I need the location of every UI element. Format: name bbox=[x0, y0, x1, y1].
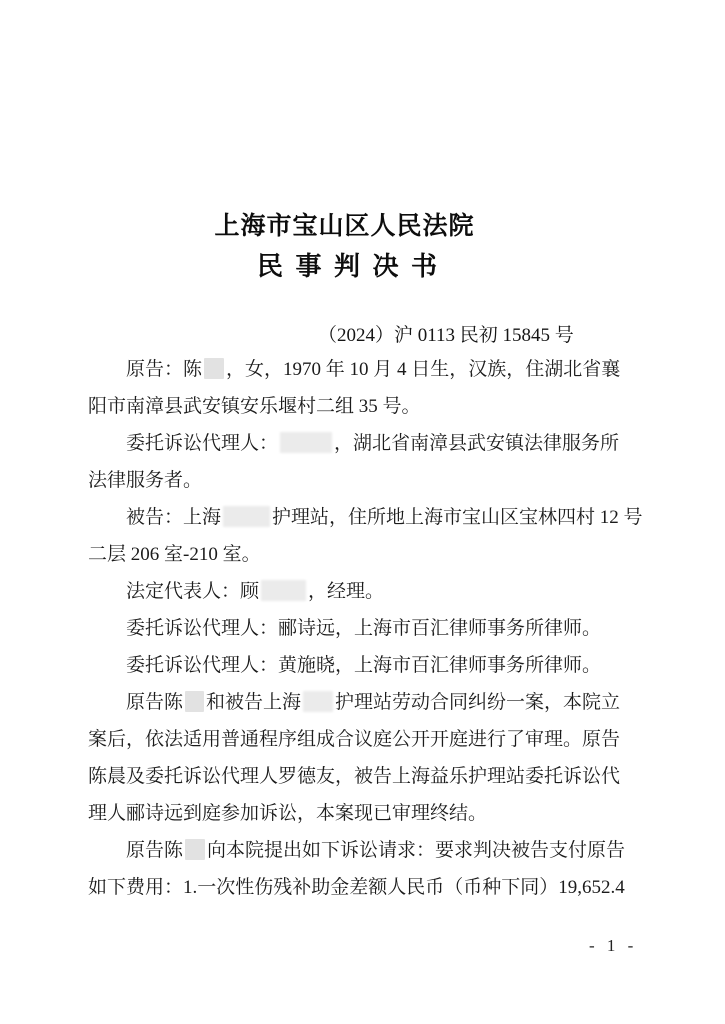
text-run: 原告：陈 bbox=[126, 359, 203, 380]
document-line bbox=[88, 795, 644, 832]
redaction-box bbox=[185, 839, 205, 860]
page-number: - 1 - bbox=[589, 936, 638, 955]
redaction-box bbox=[261, 580, 306, 601]
text-run: 法定代表人：顾 bbox=[126, 581, 260, 602]
text-run: 理人郦诗远到庭参加诉讼，本案现已审理终结。 bbox=[88, 803, 488, 824]
document-line bbox=[88, 573, 644, 610]
document-line bbox=[88, 684, 644, 721]
document-line bbox=[88, 536, 644, 573]
document-line bbox=[88, 721, 644, 758]
document-type-title: 民 事 判 决 书 bbox=[256, 252, 440, 281]
text-run: 原告陈 bbox=[126, 840, 184, 861]
document-line bbox=[88, 869, 644, 906]
document-line bbox=[88, 499, 644, 536]
document-line bbox=[88, 647, 644, 684]
text-run: 如下费用：1.一次性伤残补助金差额人民币（币种下同）19,652.4 bbox=[88, 877, 625, 898]
document-line bbox=[88, 610, 644, 647]
text-run: 委托诉讼代理人： bbox=[126, 433, 279, 454]
text-run: 原告陈 bbox=[126, 692, 184, 713]
redaction-box bbox=[280, 432, 332, 453]
document-line bbox=[88, 425, 644, 462]
text-run: ，女，1970 年 10 月 4 日生，汉族，住湖北省襄 bbox=[226, 359, 621, 380]
text-run: 委托诉讼代理人：郦诗远，上海市百汇律师事务所律师。 bbox=[126, 618, 602, 639]
text-run: 护理站劳动合同纠纷一案，本院立 bbox=[335, 692, 621, 713]
redaction-box bbox=[185, 691, 204, 712]
text-run: 委托诉讼代理人：黄施晓，上海市百汇律师事务所律师。 bbox=[126, 655, 602, 676]
document-line bbox=[88, 351, 644, 388]
document-line bbox=[88, 832, 644, 869]
case-number: （2024）沪 0113 民初 15845 号 bbox=[318, 325, 574, 346]
court-name-title: 上海市宝山区人民法院 bbox=[214, 213, 475, 240]
text-run: 阳市南漳县武安镇安乐堰村二组 35 号。 bbox=[88, 396, 421, 417]
text-run: 法律服务者。 bbox=[88, 470, 203, 491]
document-line bbox=[88, 388, 644, 425]
redaction-box bbox=[204, 358, 224, 379]
document-line bbox=[88, 462, 644, 499]
document-line bbox=[88, 758, 644, 795]
judgment-body-text bbox=[88, 351, 644, 906]
text-run: 向本院提出如下诉讼请求：要求判决被告支付原告 bbox=[207, 840, 626, 861]
text-run: 案后，依法适用普通程序组成合议庭公开开庭进行了审理。原告 bbox=[88, 729, 621, 750]
text-run: 二层 206 室-210 室。 bbox=[88, 544, 261, 565]
text-run: 陈晨及委托诉讼代理人罗德友，被告上海益乐护理站委托诉讼代 bbox=[88, 766, 621, 787]
text-run: ，经理。 bbox=[308, 581, 385, 602]
redaction-box bbox=[223, 506, 270, 527]
text-run: 被告：上海 bbox=[126, 507, 222, 528]
redaction-box bbox=[303, 691, 333, 712]
text-run: 和被告上海 bbox=[206, 692, 302, 713]
text-run: ，湖北省南漳县武安镇法律服务所 bbox=[334, 433, 620, 454]
text-run: 护理站，住所地上海市宝山区宝林四村 12 号 bbox=[272, 507, 643, 528]
